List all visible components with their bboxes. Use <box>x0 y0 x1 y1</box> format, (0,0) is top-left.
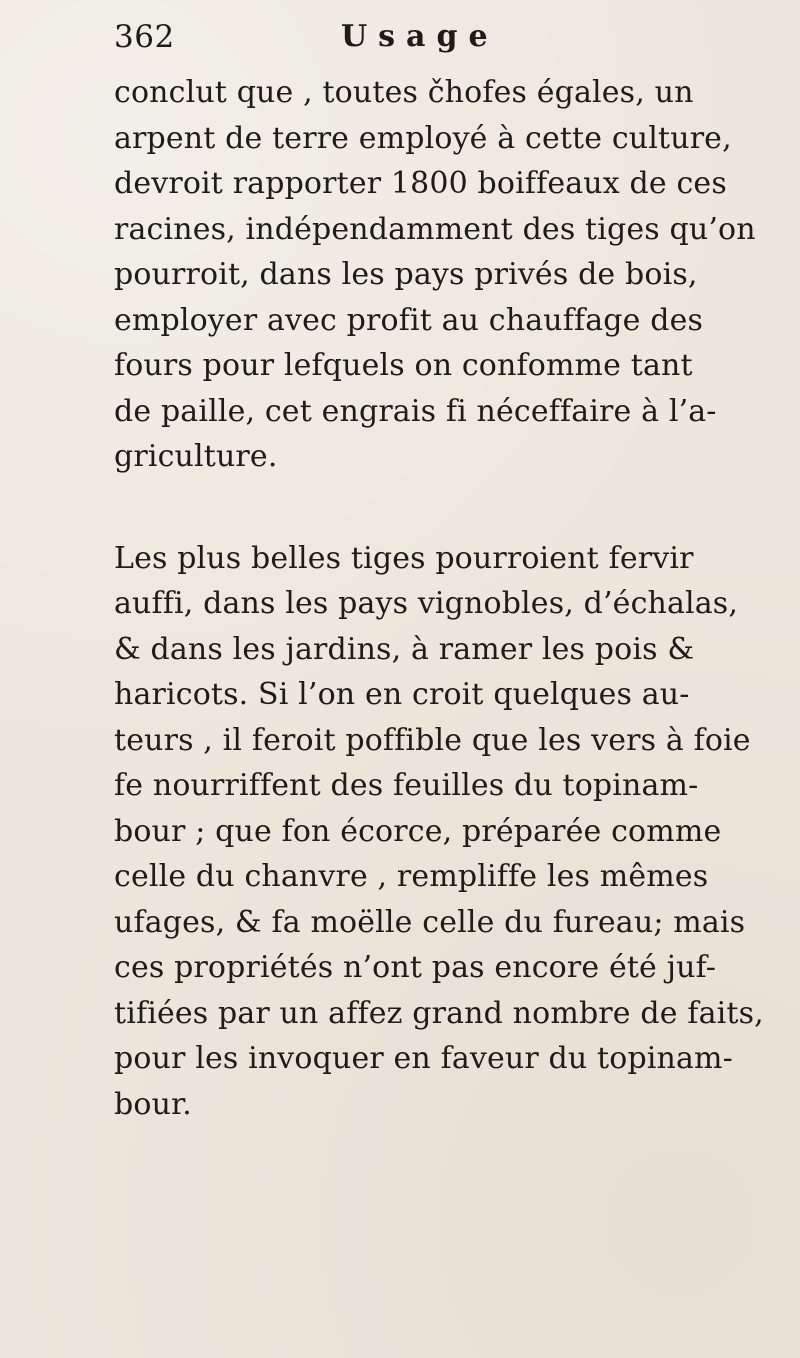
paragraph-1 <box>114 70 756 480</box>
text-line: bour. <box>114 1086 192 1122</box>
text-line: pourroit, dans les pays privés de bois, <box>114 257 698 292</box>
text-line: griculture. <box>114 439 278 474</box>
text-line: ufages, & fa moëlle celle du fureau; mais <box>114 904 746 940</box>
text-line: fe nourriffent des feuilles du topinam- <box>114 768 699 803</box>
text-line: fours pour lefquels on confomme tant <box>114 348 693 383</box>
text-line: devroit rapporter 1800 boiffeaux de ces <box>114 166 727 201</box>
text-line: tifiées par un affez grand nombre de faits, <box>114 995 764 1031</box>
text-line: celle du chanvre , rempliffe les mêmes <box>114 859 709 894</box>
text-line: arpent de terre employé à cette culture, <box>114 120 732 156</box>
page-header <box>114 16 714 66</box>
text-line: conclut que , toutes čhofes égales, un <box>114 75 694 110</box>
running-head: Usage <box>341 19 499 54</box>
text-line: haricots. Si l’on en croit quelques au- <box>114 677 690 712</box>
text-line: ces propriétés n’ont pas encore été juf- <box>114 950 717 985</box>
text-line: employer avec profit au chauffage des <box>114 302 704 338</box>
text-line: Les plus belles tiges pourroient fervir <box>114 540 694 576</box>
text-line: racines, indépendamment des tiges qu’on <box>114 211 756 247</box>
text-line: bour ; que fon écorce, préparée comme <box>114 813 722 849</box>
paragraph-2 <box>114 536 764 1128</box>
text-line: pour les invoquer en faveur du topinam- <box>114 1041 733 1076</box>
text-line: de paille, cet engrais fi néceffaire à l’a- <box>114 393 717 429</box>
body-text <box>114 70 764 1127</box>
text-line: teurs , il feroit poffible que les vers à foie <box>114 722 751 758</box>
paragraph-gap <box>114 480 714 536</box>
page-number: 362 <box>114 19 175 55</box>
text-line: & dans les jardins, à ramer les pois & <box>114 631 695 667</box>
text-line: auffi, dans les pays vignobles, d’échalas, <box>114 586 739 621</box>
